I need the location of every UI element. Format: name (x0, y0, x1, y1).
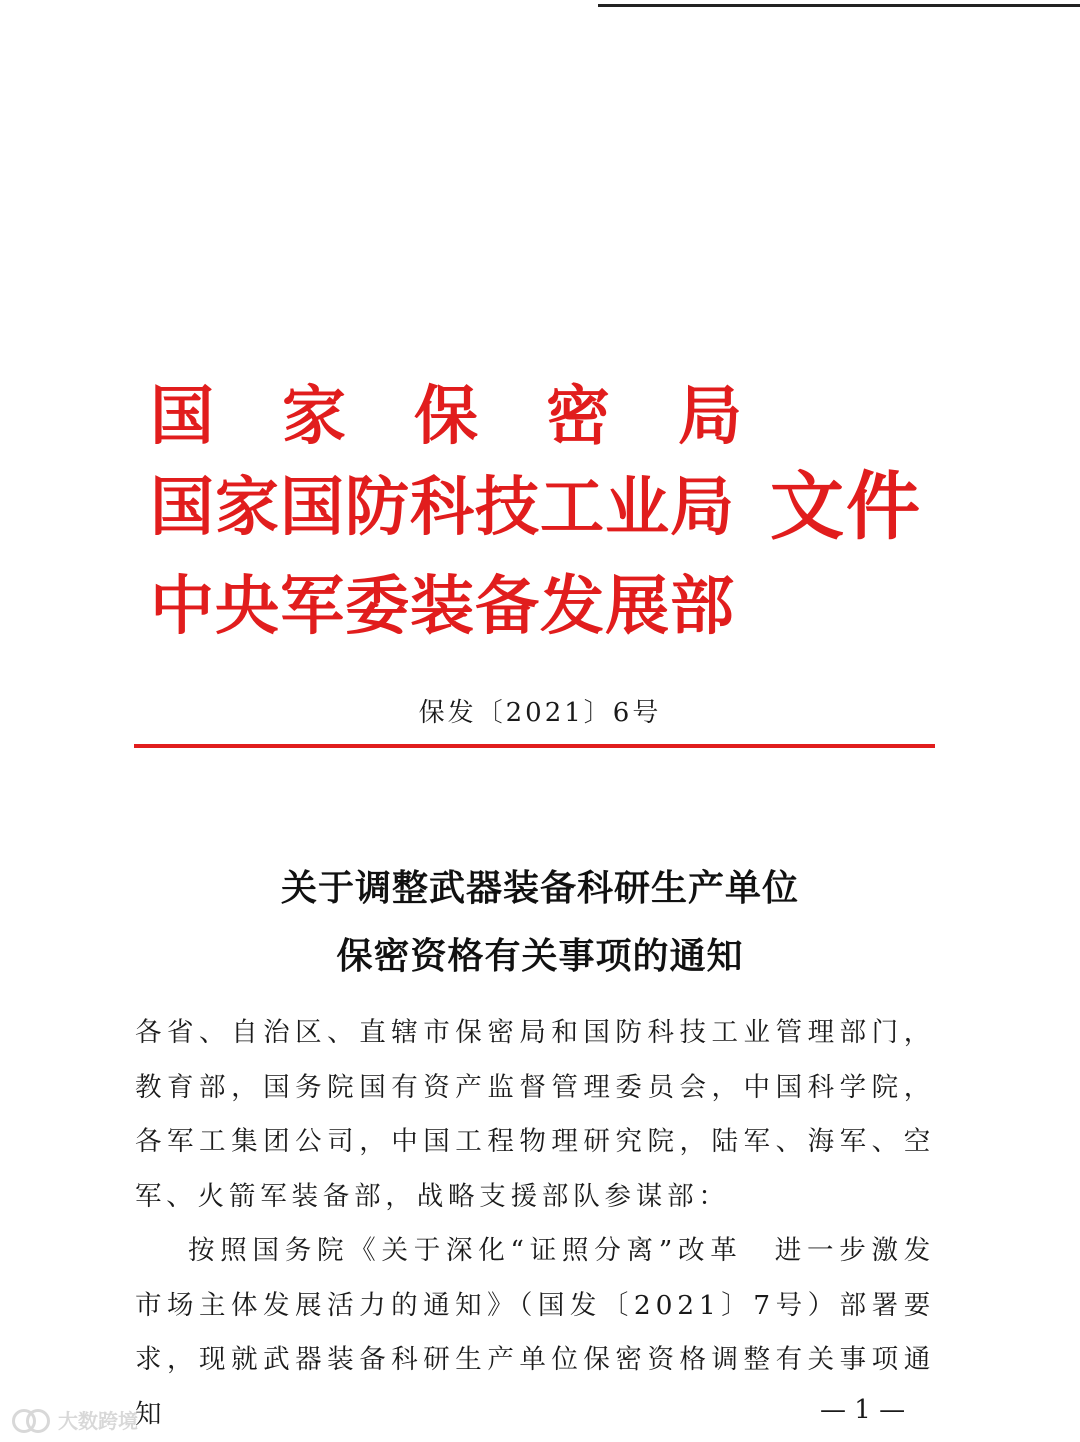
body-paragraph-1: 按照国务院《关于深化“证照分离”改革 进一步激发市场主体发展活力的通知》（国发〔2021〕7号）部署要求，现就武器装备科研生产单位保密资格调整有关事项通知 (135, 1235, 935, 1430)
document-number: 保发〔2021〕6号 (418, 698, 662, 728)
page-number: — 1 — (820, 1395, 906, 1425)
issuer-national-secrecy-bureau: 国家保密局 (150, 380, 810, 454)
addressees-paragraph: 各省、自治区、直辖市保密局和国防科技工业管理部门，教育部，国务院国有资产监督管理委员会，中国科学院，各军工集团公司，中国工程物理研究院，陆军、海军、空军、火箭军装备部，战略支援部队参谋部： (135, 1017, 935, 1212)
watermark (12, 1405, 138, 1434)
watermark-logo-icon (12, 1407, 52, 1433)
document-body (135, 1006, 935, 1442)
top-border-line (598, 4, 1080, 7)
document-suffix: 文件 (770, 464, 922, 550)
red-separator-line (134, 744, 935, 748)
document-title-line-2: 保密资格有关事项的通知 (336, 936, 744, 977)
watermark-text: 大数跨境 (58, 1409, 138, 1433)
issuer-sastind: 国家国防科技工业局 (150, 471, 735, 545)
document-title-line-1: 关于调整武器装备科研生产单位 (280, 868, 799, 909)
issuer-equipment-development-dept: 中央军委装备发展部 (150, 570, 735, 644)
